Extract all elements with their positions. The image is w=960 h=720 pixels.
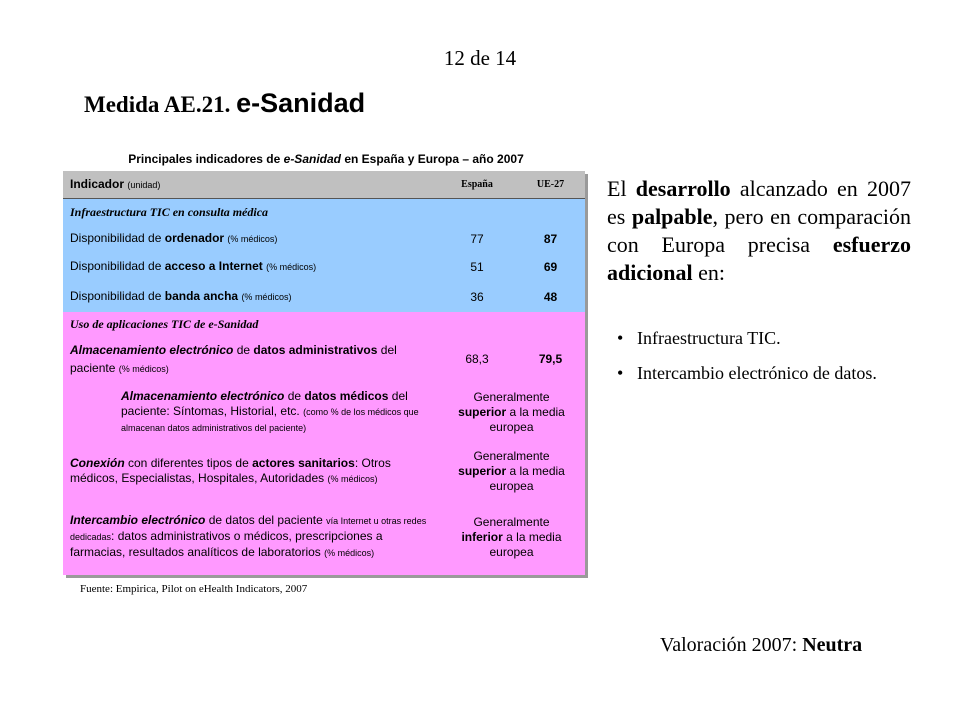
table-caption — [66, 152, 586, 166]
comparison-value: Generalmente superior a la media europea — [438, 381, 585, 443]
table-row — [63, 252, 585, 282]
caption-post: en España y Europa – año 2007 — [341, 152, 524, 166]
summary-paragraph: El desarrollo alcanzado en 2007 es palpable, pero en comparación con Europa precisa esfuerzo adicional en: — [607, 176, 911, 285]
comparison-value: Generalmente inferior a la media europea — [438, 499, 585, 575]
value-spain: 68,3 — [438, 337, 516, 381]
header-indicator: Indicador (unidad) — [63, 171, 438, 199]
caption-em: e-Sanidad — [283, 152, 341, 166]
section-header-row — [63, 312, 585, 337]
row-label: Almacenamiento electrónico de datos médicos del paciente: Síntomas, Historial, etc. (como % de los médicos que almacenan datos administrativos del paciente) — [63, 381, 438, 443]
value-spain: 51 — [438, 252, 516, 282]
row-label: Disponibilidad de banda ancha (% médicos) — [63, 282, 438, 312]
list-item: • Infraestructura TIC. — [617, 328, 781, 348]
value-eu27: 48 — [516, 282, 585, 312]
header-spain: España — [438, 171, 516, 199]
bullet-icon: • — [617, 328, 624, 348]
list-item: • Intercambio electrónico de datos. — [617, 363, 877, 383]
table-row — [63, 499, 585, 575]
row-label: Almacenamiento electrónico de datos administrativos del paciente (% médicos) — [63, 337, 438, 381]
page-title — [84, 88, 365, 119]
header-eu27: UE-27 — [516, 171, 585, 199]
table-row — [63, 282, 585, 312]
section2-title: Uso de aplicaciones TIC de e-Sanidad — [63, 312, 585, 337]
page-number: 12 de 14 — [443, 46, 517, 70]
title-prefix: Medida AE.21. — [84, 92, 237, 117]
comparison-value: Generalmente superior a la media europea — [438, 443, 585, 499]
value-spain: 36 — [438, 282, 516, 312]
source-note: Fuente: Empirica, Pilot on eHealth Indicators, 2007 — [80, 583, 308, 595]
table-row — [63, 443, 585, 499]
section1-title: Infraestructura TIC en consulta médica — [63, 199, 585, 227]
value-spain: 77 — [438, 226, 516, 252]
table-row — [63, 381, 585, 443]
value-eu27: 87 — [516, 226, 585, 252]
caption-pre: Principales indicadores de — [128, 152, 284, 166]
row-label: Intercambio electrónico de datos del paciente vía Internet u otras redes dedicadas: datos administrativos o médicos, prescripciones a farmacias, resultados analíticos de laboratorios (% médicos) — [63, 499, 438, 575]
value-eu27: 69 — [516, 252, 585, 282]
value-eu27: 79,5 — [516, 337, 585, 381]
bullet-list — [617, 327, 911, 397]
table-header-row — [63, 171, 585, 199]
rating: Valoración 2007: Neutra — [660, 634, 863, 656]
table-row — [63, 337, 585, 381]
indicators-table — [63, 171, 585, 575]
bullet-icon: • — [617, 363, 624, 383]
row-label: Disponibilidad de acceso a Internet (% médicos) — [63, 252, 438, 282]
row-label: Disponibilidad de ordenador (% médicos) — [63, 226, 438, 252]
title-main: e-Sanidad — [236, 88, 366, 118]
table-row — [63, 226, 585, 252]
row-label: Conexión con diferentes tipos de actores sanitarios: Otros médicos, Especialistas, Hospitales, Autoridades (% médicos) — [63, 443, 438, 499]
section-header-row — [63, 199, 585, 227]
